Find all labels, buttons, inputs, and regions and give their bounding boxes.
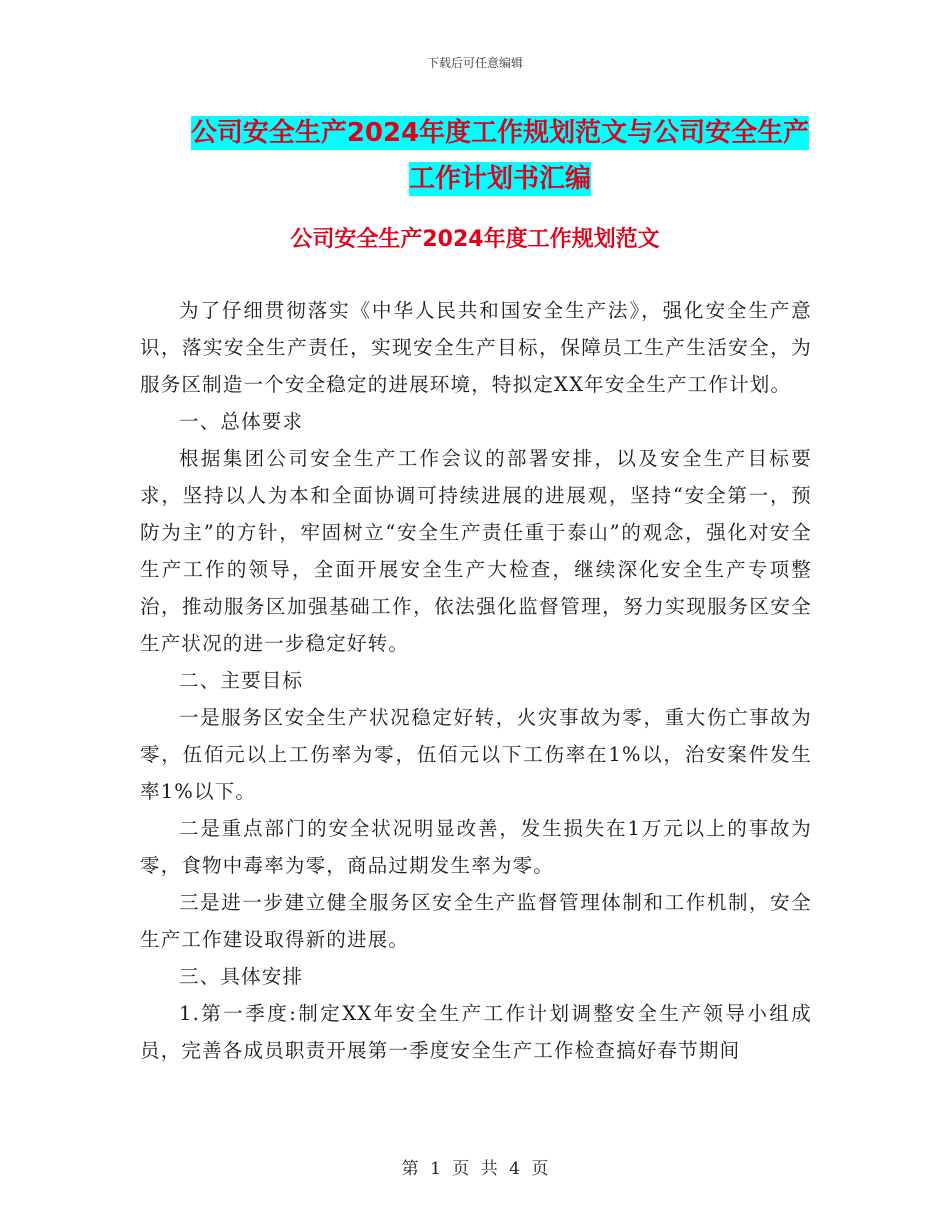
document-body [140, 292, 812, 1069]
paragraph-goal-3: 三是进一步建立健全服务区安全生产监督管理体制和工作机制，安全生产工作建设取得新的进展。 [140, 891, 812, 951]
section-title: 公司安全生产2024年度工作规划范文 [290, 227, 660, 252]
document-title-line-1: 公司安全生产2024年度工作规划范文与公司安全生产 [190, 118, 810, 148]
document-title-line-2: 工作计划书汇编 [408, 164, 591, 194]
heading-specific-arrangements: 三、具体安排 [179, 965, 304, 988]
page-footer: 第 1 页 共 4 页 [401, 1159, 549, 1179]
paragraph-goal-1: 一是服务区安全生产状况稳定好转，火灾事故为零，重大伤亡事故为零，伍佰元以上工伤率为零，伍佰元以下工伤率在1%以，治安案件发生率1%以下。 [140, 706, 812, 803]
heading-overall-requirements: 一、总体要求 [179, 410, 304, 433]
paragraph-goal-2: 二是重点部门的安全状况明显改善，发生损失在1万元以上的事故为零，食物中毒率为零，商品过期发生率为零。 [140, 817, 812, 877]
paragraph-intro: 为了仔细贯彻落实《中华人民共和国安全生产法》，强化安全生产意识，落实安全生产责任，实现安全生产目标，保障员工生产生活安全，为服务区制造一个安全稳定的进展环境，特拟定XX年安全生产工作计划。 [140, 299, 812, 396]
header-note: 下载后可任意编辑 [426, 56, 523, 70]
document-title [180, 110, 820, 202]
heading-main-goals: 二、主要目标 [179, 669, 304, 692]
paragraph-requirements: 根据集团公司安全生产工作会议的部署安排，以及安全生产目标要求，坚持以人为本和全面协调可持续进展的进展观，坚持“安全第一，预防为主”的方针，牢固树立“安全生产责任重于泰山”的观念，强化对安全生产工作的领导，全面开展安全生产大检查，继续深化安全生产专项整治，推动服务区加强基础工作，依法强化监督管理，努力实现服务区安全生产状况的进一步稳定好转。 [140, 447, 812, 655]
paragraph-q1: 1.第一季度:制定XX年安全生产工作计划调整安全生产领导小组成员，完善各成员职责开展第一季度安全生产工作检查搞好春节期间 [140, 1002, 812, 1062]
